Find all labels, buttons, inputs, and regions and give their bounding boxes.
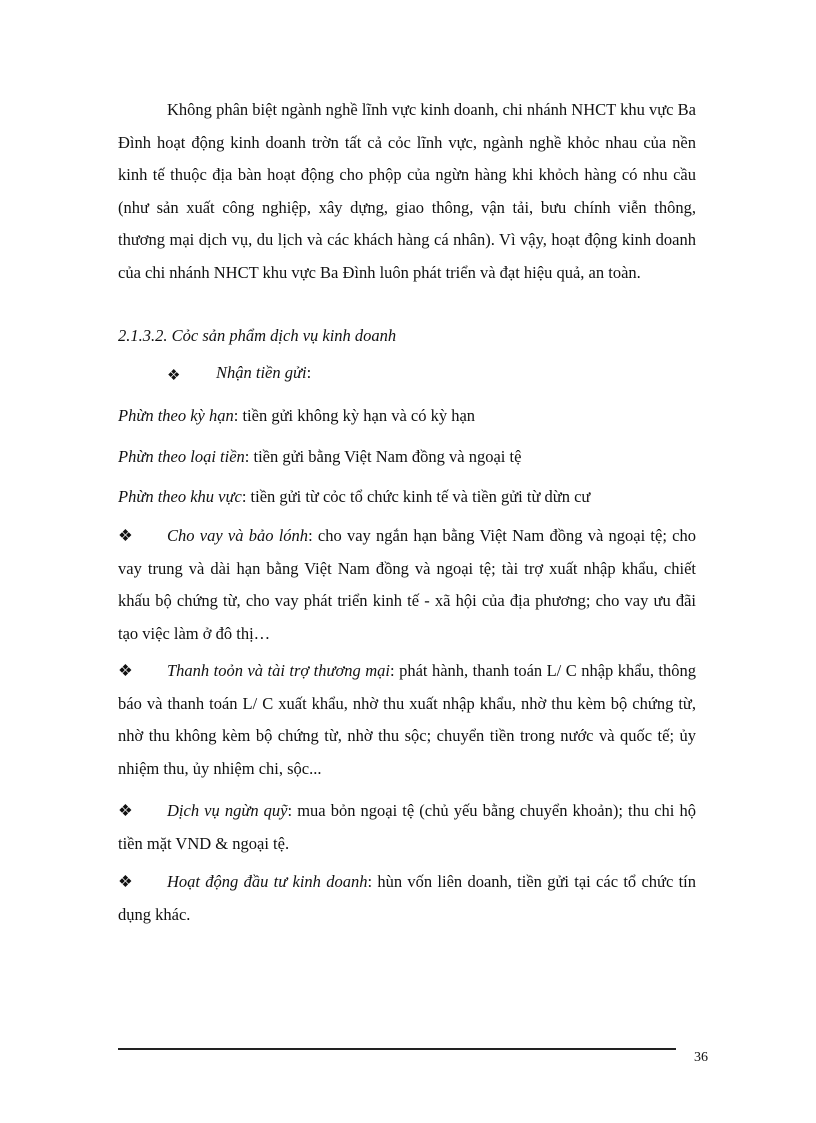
section-heading: 2.1.3.2. Cỏc sản phẩm dịch vụ kinh doanh xyxy=(118,326,397,345)
diamond-bullet-icon: ❖ xyxy=(118,526,133,545)
deposit-title: Nhận tiền gửi xyxy=(216,363,307,382)
deposit-item: Phừn theo kỳ hạn: tiền gửi không kỳ hạn và có kỳ hạn xyxy=(118,406,476,425)
diamond-bullet-icon: ❖ xyxy=(118,661,133,680)
document-page: Không phân biệt ngành nghề lĩnh vực kinh doanh, chi nhánh NHCT khu vực Ba Đình hoạt động kinh doanh trờn tất cả cỏc lĩnh vực, ngành nghề khỏc nhau của nền kinh tế thuộc địa bàn hoạt động cho phộp của ngừn hàng khi khỏch hàng có nhu cầu (như sản xuất công nghiệp, xây dựng, giao thông, vận tải, bưu chính viễn thông, thương mại dịch vụ, du lịch và các khách hàng cá nhân). Vì vậy, hoạt động kinh doanh của chi nhánh NHCT khu vực Ba Đình luôn phát triển và đạt hiệu quả, an toàn. 2.1.3.2. Cỏc sản phẩm dịch vụ kinh doanh ❖ Nhận tiền gửi: Phừn theo kỳ hạn: tiền gửi không kỳ hạn và có kỳ hạn Phừn theo loại tiền: tiền gửi bằng Việt Nam đồng và ngoại tệ Phừn theo khu vực: tiền gửi từ cỏc tổ chức kinh tế và tiền gửi từ dừn cư ❖ Cho vay và bảo lónh: cho vay ngắn hạn bằng Việt Nam đồng và ngoại tệ; cho vay trung và dài hạn bằng Việt Nam đồng và ngoại tệ; tài trợ xuất nhập khẩu, chiết khấu bộ chứng từ, cho vay phát triển kinh tế - xã hội của địa phương; cho vay ưu đãi tạo việc làm ở đô thị… ❖ Thanh toỏn và tài trợ thương mại: phát hành, thanh toán L/ C nhập khẩu, thông báo và thanh toán L/ C xuất khẩu, nhờ thu xuất nhập khẩu, nhờ thu kèm bộ chứng từ, nhờ thu không kèm bộ chứng từ, nhờ thu sộc; chuyển tiền trong nước và quốc tế; ủy nhiệm thu, ủy nhiệm chi, sộc... ❖ Dịch vụ ngừn quỹ: mua bỏn ngoại tệ (chủ yếu bằng chuyển khoản); thu chi hộ tiền mặt VND & ngoại tệ. ❖ Hoạt động đầu tư kinh doanh: hùn vốn liên doanh, tiền gửi tại các tổ chức tín dụng khác. 36 xyxy=(0,0,816,1123)
deposit-item: Phừn theo khu vực: tiền gửi từ cỏc tổ chức kinh tế và tiền gửi từ dừn cư xyxy=(118,487,591,506)
footer-rule xyxy=(118,1048,676,1050)
service-investment: ❖ Hoạt động đầu tư kinh doanh: hùn vốn liên doanh, tiền gửi tại các tổ chức tín dụng khác. xyxy=(118,872,696,924)
intro-paragraph xyxy=(118,94,696,289)
page-number: 36 xyxy=(694,1050,708,1065)
service-treasury: ❖ Dịch vụ ngừn quỹ: mua bỏn ngoại tệ (chủ yếu bằng chuyển khoản); thu chi hộ tiền mặt VND & ngoại tệ. xyxy=(118,801,696,853)
service-payment: ❖ Thanh toỏn và tài trợ thương mại: phát hành, thanh toán L/ C nhập khẩu, thông báo và thanh toán L/ C xuất khẩu, nhờ thu xuất nhập khẩu, nhờ thu kèm bộ chứng từ, nhờ thu không kèm bộ chứng từ, nhờ thu sộc; chuyển tiền trong nước và quốc tế; ủy nhiệm thu, ủy nhiệm chi, sộc... xyxy=(118,661,696,778)
deposit-item: Phừn theo loại tiền: tiền gửi bằng Việt Nam đồng và ngoại tệ xyxy=(118,447,522,466)
diamond-bullet-icon: ❖ xyxy=(167,368,181,384)
diamond-bullet-icon: ❖ xyxy=(118,801,133,820)
diamond-bullet-icon: ❖ xyxy=(118,872,133,891)
service-loans: ❖ Cho vay và bảo lónh: cho vay ngắn hạn bằng Việt Nam đồng và ngoại tệ; cho vay trung và dài hạn bằng Việt Nam đồng và ngoại tệ; tài trợ xuất nhập khẩu, chiết khấu bộ chứng từ, cho vay phát triển kinh tế - xã hội của địa phương; cho vay ưu đãi tạo việc làm ở đô thị… xyxy=(118,526,696,643)
intro-text: Không phân biệt ngành nghề lĩnh vực kinh doanh, chi nhánh NHCT khu vực Ba Đình hoạt động kinh doanh trờn tất cả cỏc lĩnh vực, ngành nghề khỏc nhau của nền kinh tế thuộc địa bàn hoạt động cho phộp của ngừn hàng khi khỏch hàng có nhu cầu (như sản xuất công nghiệp, xây dựng, giao thông, vận tải, bưu chính viễn thông, thương mại dịch vụ, du lịch và các khách hàng cá nhân). Vì vậy, hoạt động kinh doanh của chi nhánh NHCT khu vực Ba Đình luôn phát triển và đạt hiệu quả, an toàn. xyxy=(118,100,696,282)
